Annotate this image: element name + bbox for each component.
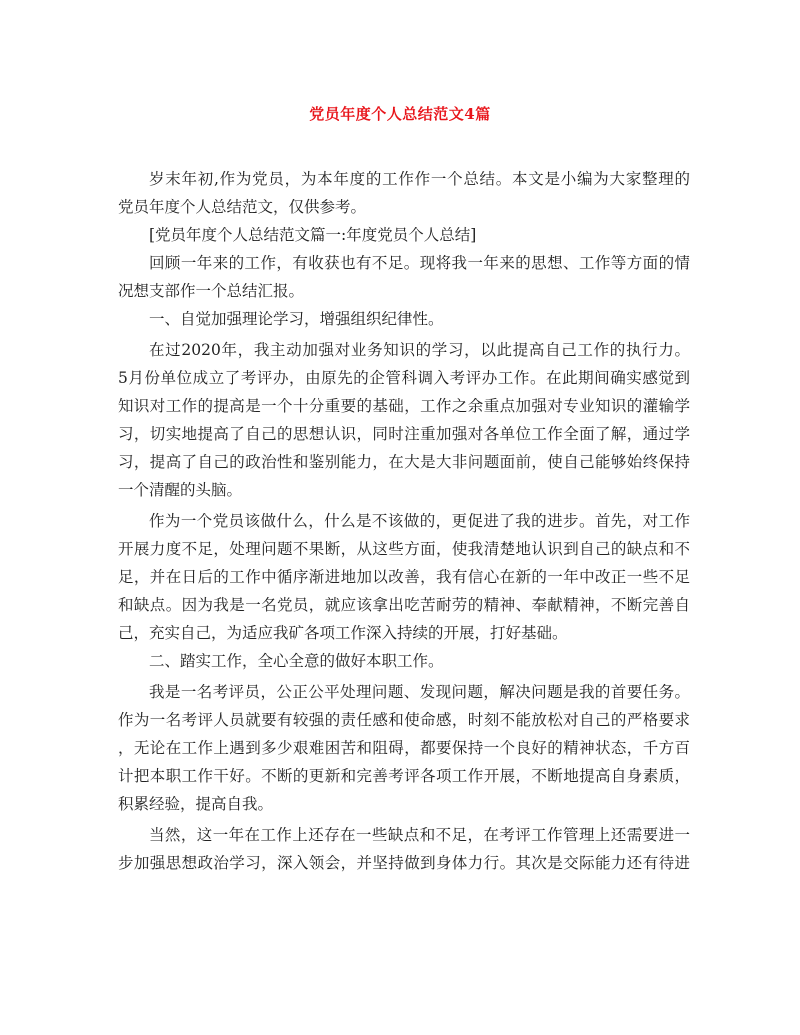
document-body <box>118 165 690 877</box>
paragraph-line: 和缺点。因为我是一名党员，就应该拿出吃苦耐劳的精神、奉献精神，不断完善自 <box>118 596 690 614</box>
section-heading: 二、踏实工作，全心全意的做好本职工作。 <box>149 652 444 670</box>
paragraph-line: 在过2020年，我主动加强对业务知识的学习，以此提高自己工作的执行力。 <box>149 341 690 359</box>
section-heading: 一、自觉加强理论学习，增强组织纪律性。 <box>149 310 444 328</box>
paragraph-line: 积累经验，提高自我。 <box>118 795 274 813</box>
paragraph-line: 作为一个党员该做什么，什么是不该做的，更促进了我的进步。首先，对工作 <box>149 512 690 530</box>
paragraph-line: 回顾一年来的工作，有收获也有不足。现将我一年来的思想、工作等方面的情 <box>149 254 690 272</box>
paragraph-line: 习，切实地提高了自己的思想认识，同时注重加强对各单位工作全面了解，通过学 <box>118 425 690 443</box>
paragraph-line: 我是一名考评员，公正公平处理问题、发现问题，解决问题是我的首要任务。 <box>149 683 690 701</box>
paragraph-line: 党员年度个人总结范文，仅供参考。 <box>118 198 367 216</box>
document-title: 党员年度个人总结范文4篇 <box>309 105 491 123</box>
paragraph-line: 计把本职工作干好。不断的更新和完善考评各项工作开展，不断地提高自身素质， <box>118 767 690 785</box>
paragraph-line: 习，提高了自己的政治性和鉴别能力，在大是大非问题面前，使自己能够始终保持 <box>118 453 690 471</box>
paragraph-line: 己，充实自己，为适应我矿各项工作深入持续的开展，打好基础。 <box>118 624 568 642</box>
paragraph-line: 开展力度不足，处理问题不果断，从这些方面，使我清楚地认识到自己的缺点和不 <box>118 540 690 558</box>
paragraph-line: 作为一名考评人员就要有较强的责任感和使命感，时刻不能放松对自己的严格要求 <box>118 711 690 729</box>
paragraph-line: ，无论在工作上遇到多少艰难困苦和阻碍，都要保持一个良好的精神状态，千方百 <box>118 739 690 757</box>
paragraph-line: 当然，这一年在工作上还存在一些缺点和不足，在考评工作管理上还需要进一 <box>149 826 690 844</box>
paragraph-line: 况想支部作一个总结汇报。 <box>118 282 305 300</box>
section-heading: [党员年度个人总结范文篇一:年度党员个人总结] <box>149 226 477 244</box>
paragraph-line: 足，并在日后的工作中循序渐进地加以改善，我有信心在新的一年中改正一些不足 <box>118 568 690 586</box>
paragraph-line: 知识对工作的提高是一个十分重要的基础，工作之余重点加强对专业知识的灌输学 <box>118 397 690 415</box>
paragraph-line: 5月份单位成立了考评办，由原先的企管科调入考评办工作。在此期间确实感觉到 <box>118 369 690 387</box>
paragraph-line: 岁末年初,作为党员，为本年度的工作作一个总结。本文是小编为大家整理的 <box>149 170 690 188</box>
paragraph-line: 一个清醒的头脑。 <box>118 481 243 499</box>
paragraph-line: 步加强思想政治学习，深入领会，并坚持做到身体力行。其次是交际能力还有待进 <box>118 854 690 872</box>
